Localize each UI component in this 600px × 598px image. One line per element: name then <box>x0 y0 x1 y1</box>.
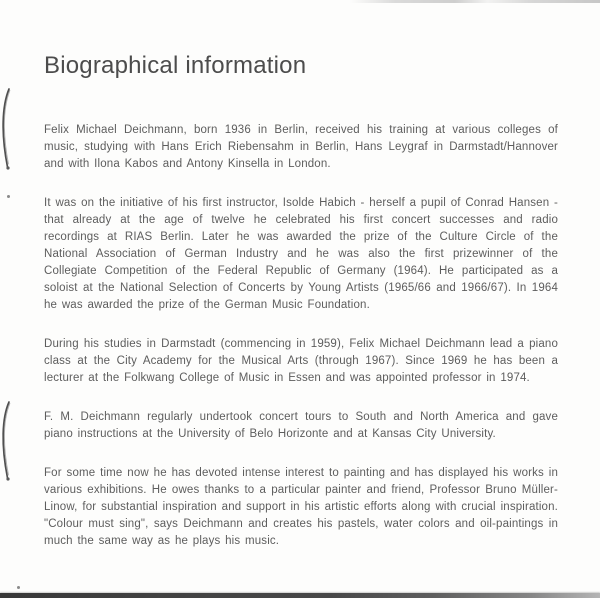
paragraph-teaching: During his studies in Darmstadt (commencing in 1959), Felix Michael Deichmann lead a piano class at the City Academy for the Musical Arts (through 1967). Since 1969 he has been a lecturer at the Folkwang College of Music in Essen and was appointed professor in 1974. <box>44 338 558 384</box>
staple-mark-icon <box>0 86 14 176</box>
paragraph-early-career: It was on the initiative of his first instructor, Isolde Habich - herself a pupil of Conrad Hansen - that already at the age of twelve he celebrated his first concert successes and radio recordings at RIAS Berlin. Later he was awarded the prize of the Culture Circle of the National Association of German Industry and he was also the first prizewinner of the Collegiate Competition of the Federal Republic of Germany (1964). He participated as a soloist at the National Selection of Concerts by Young Artists (1965/66 and 1966/67). In 1964 he was awarded the prize of the German Music Foundation. <box>44 197 558 311</box>
page-content <box>44 52 558 550</box>
paragraph-painting: For some time now he has devoted intense interest to painting and has displayed his works in various exhibitions. He owes thanks to a particular painter and friend, Professor Bruno Müller-Linow, for substantial inspiration and support in his artistic efforts along with crucial inspiration. "Colour must sing", says Deichmann and creates his pastels, water colors and oil-paintings in much the same way as he plays his music. <box>44 467 558 547</box>
paragraph-training: Felix Michael Deichmann, born 1936 in Berlin, received his training at various colleges of music, studying with Hans Erich Riebensahm in Berlin, Hans Leygraf in Darmstadt/Hannover and with Ilona Kabos and Antony Kinsella in London. <box>44 124 558 170</box>
scan-edge-bottom <box>0 593 600 598</box>
scan-speck <box>7 195 10 198</box>
paragraph-concert-tours: F. M. Deichmann regularly undertook concert tours to South and North America and gave piano instructions at the University of Belo Horizonte and at Kansas City University. <box>44 411 558 440</box>
page-title: Biographical information <box>44 52 307 79</box>
scan-speck <box>17 586 20 589</box>
staple-mark-icon <box>0 399 14 487</box>
scan-smudge-top-icon <box>350 0 600 3</box>
